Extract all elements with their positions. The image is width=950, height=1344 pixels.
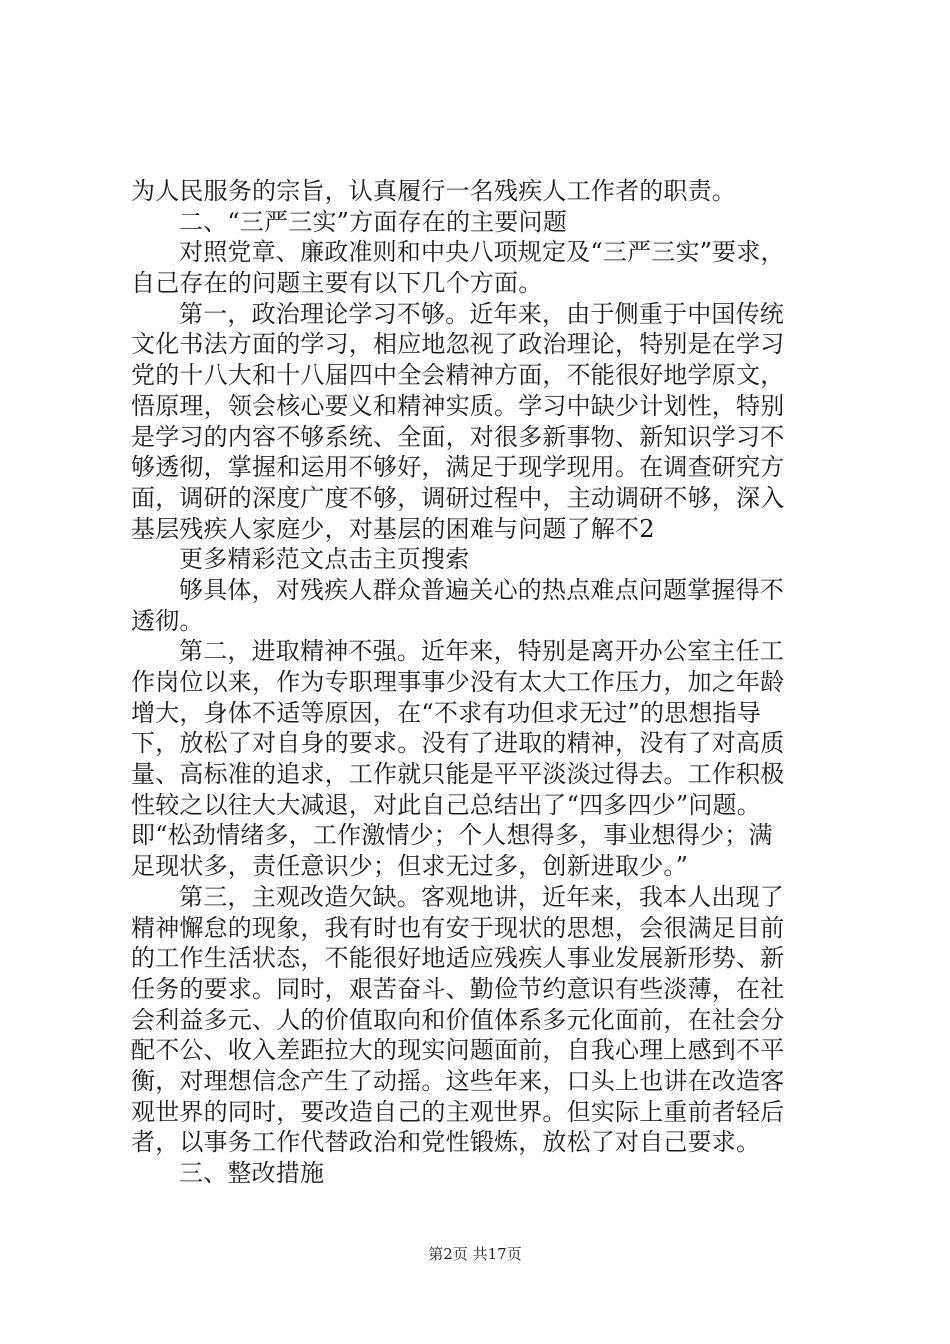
section-heading: 二、“三严三实”方面存在的主要问题 xyxy=(179,207,567,236)
text-line: 的工作生活状态，不能很好地适应残疾人事业发展新形势、新 xyxy=(131,944,785,973)
text-line: 任务的要求。同时，艰苦奋斗、勤俭节约意识有些淡薄，在社 xyxy=(131,974,785,1003)
text-line: 观世界的同时，要改造自己的主观世界。但实际上重前者轻后 xyxy=(131,1097,785,1126)
text-line: 配不公、收入差距拉大的现实问题面前，自我心理上感到不平 xyxy=(131,1036,785,1065)
section-heading: 三、整改措施 xyxy=(179,1159,325,1187)
text-line: 为人民服务的宗旨，认真履行一名残疾人工作者的职责。 xyxy=(131,177,736,205)
text-line: 基层残疾人家庭少，对基层的困难与问题了解不2 xyxy=(131,514,655,543)
text-line: 增大，身体不适等原因，在“不求有功但求无过”的思想指导 xyxy=(131,698,761,727)
text-line: 够具体，对残疾人群众普遍关心的热点难点问题掌握得不 xyxy=(179,575,784,604)
text-line: 对照党章、廉政准则和中央八项规定及“三严三实”要求， xyxy=(179,238,785,267)
text-line: 是学习的内容不够系统、全面，对很多新事物、新知识学习不 xyxy=(131,422,785,451)
text-line: 自己存在的问题主要有以下几个方面。 xyxy=(131,269,543,298)
text-line: 量、高标准的追求，工作就只能是平平淡淡过得去。工作积极 xyxy=(131,760,785,789)
text-line: 够透彻，掌握和运用不够好，满足于现学现用。在调查研究方 xyxy=(131,453,785,482)
text-line: 第三，主观改造欠缺。客观地讲，近年来，我本人出现了 xyxy=(179,882,784,911)
text-line: 文化书法方面的学习，相应地忽视了政治理论，特别是在学习 xyxy=(131,330,785,359)
page-number: 第2页 共17页 xyxy=(428,1245,522,1263)
text-line: 第二，进取精神不强。近年来，特别是离开办公室主任工 xyxy=(179,637,784,666)
text-line: 足现状多，责任意识少；但求无过多，创新进取少。” xyxy=(131,852,689,881)
text-line: 即“松劲情绪多，工作激情少；个人想得多，事业想得少；满 xyxy=(131,821,773,850)
text-line: 第一，政治理论学习不够。近年来，由于侧重于中国传统 xyxy=(179,299,784,328)
text-line: 下，放松了对自身的要求。没有了进取的精神，没有了对高质 xyxy=(131,729,785,758)
text-line: 党的十八大和十八届四中全会精神方面，不能很好地学原文， xyxy=(131,361,785,390)
text-line: 衡，对理想信念产生了动摇。这些年来，口头上也讲在改造客 xyxy=(131,1066,785,1095)
promo-line: 更多精彩范文点击主页搜索 xyxy=(179,545,470,574)
text-line: 精神懈怠的现象，我有时也有安于现状的思想，会很满足目前 xyxy=(131,913,785,942)
text-line: 面，调研的深度广度不够，调研过程中，主动调研不够，深入 xyxy=(131,483,785,512)
text-line: 者，以事务工作代替政治和党性锻炼，放松了对自己要求。 xyxy=(131,1128,761,1157)
text-line: 性较之以往大大减退，对此自己总结出了“四多四少”问题。 xyxy=(131,790,761,819)
text-line: 悟原理，领会核心要义和精神实质。学习中缺少计划性，特别 xyxy=(131,391,785,420)
text-line: 会利益多元、人的价值取向和价值体系多元化面前，在社会分 xyxy=(131,1005,785,1034)
document-body xyxy=(131,176,831,1189)
text-line: 作岗位以来，作为专职理事事少没有太大工作压力，加之年龄 xyxy=(131,668,785,696)
text-line: 透彻。 xyxy=(131,606,204,635)
